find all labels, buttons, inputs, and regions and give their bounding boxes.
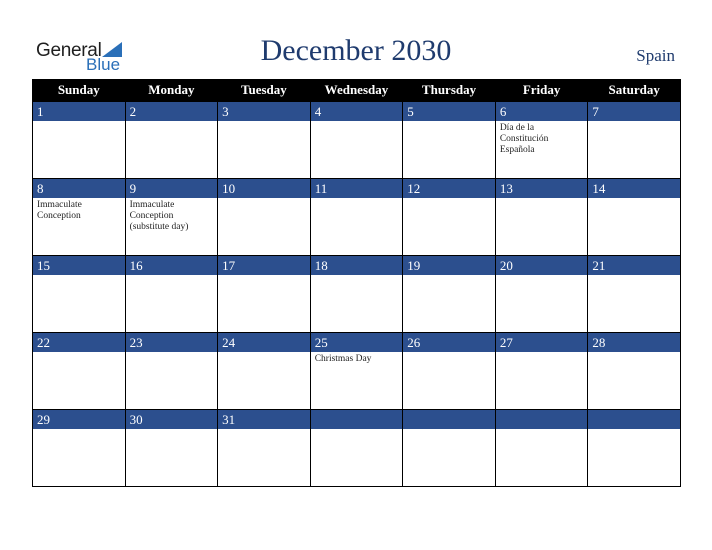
holiday-label xyxy=(311,121,403,123)
holiday-label xyxy=(403,429,495,431)
holiday-label xyxy=(218,275,310,277)
day-number: 15 xyxy=(33,256,125,275)
holiday-label: Immaculate Conception xyxy=(37,200,82,221)
holiday-label xyxy=(496,275,588,277)
day-cell xyxy=(495,256,588,333)
weekday-header: Tuesday xyxy=(218,79,311,102)
holiday-label xyxy=(403,198,495,200)
day-number: 17 xyxy=(218,256,310,275)
day-cell xyxy=(218,410,311,487)
day-number: 5 xyxy=(403,102,495,121)
day-number xyxy=(311,410,403,429)
holiday-label xyxy=(218,429,310,431)
holiday-label xyxy=(403,275,495,277)
day-number: 1 xyxy=(33,102,125,121)
calendar-body xyxy=(33,102,681,487)
holiday-label xyxy=(126,352,218,354)
day-cell xyxy=(495,179,588,256)
day-number: 22 xyxy=(33,333,125,352)
day-number: 6 xyxy=(496,102,588,121)
day-cell xyxy=(218,256,311,333)
day-cell xyxy=(403,102,496,179)
holiday-label xyxy=(496,429,588,431)
day-cell xyxy=(33,333,126,410)
day-number: 4 xyxy=(311,102,403,121)
day-number: 11 xyxy=(311,179,403,198)
logo-blue-text: Blue xyxy=(86,55,121,74)
holiday-label xyxy=(311,429,403,431)
holiday-label xyxy=(33,429,125,431)
holiday-label xyxy=(126,121,218,123)
day-number: 13 xyxy=(496,179,588,198)
calendar-grid xyxy=(32,79,681,487)
weekday-header: Monday xyxy=(125,79,218,102)
day-number: 25 xyxy=(311,333,403,352)
day-cell xyxy=(218,179,311,256)
calendar-week-row xyxy=(33,410,681,487)
day-cell xyxy=(495,410,588,487)
day-cell xyxy=(125,102,218,179)
day-number: 27 xyxy=(496,333,588,352)
holiday-label: Christmas Day xyxy=(314,354,372,364)
day-number xyxy=(588,410,680,429)
holiday-label xyxy=(588,198,680,200)
calendar-week-row xyxy=(33,256,681,333)
day-cell xyxy=(218,333,311,410)
day-cell xyxy=(33,410,126,487)
day-number: 3 xyxy=(218,102,310,121)
day-number: 14 xyxy=(588,179,680,198)
day-cell xyxy=(125,410,218,487)
holiday-label xyxy=(588,121,680,123)
day-number: 9 xyxy=(126,179,218,198)
holiday-label xyxy=(588,352,680,354)
day-cell xyxy=(125,333,218,410)
day-cell xyxy=(588,179,681,256)
day-cell xyxy=(588,410,681,487)
day-cell xyxy=(310,333,403,410)
day-number: 28 xyxy=(588,333,680,352)
day-cell xyxy=(33,102,126,179)
day-number: 19 xyxy=(403,256,495,275)
day-number: 29 xyxy=(33,410,125,429)
day-cell xyxy=(495,333,588,410)
day-cell xyxy=(33,179,126,256)
day-cell xyxy=(125,256,218,333)
holiday-label xyxy=(218,121,310,123)
day-cell xyxy=(310,410,403,487)
holiday-label xyxy=(218,198,310,200)
holiday-label xyxy=(311,275,403,277)
day-number: 8 xyxy=(33,179,125,198)
weekday-header: Saturday xyxy=(588,79,681,102)
weekday-header: Sunday xyxy=(33,79,126,102)
holiday-label xyxy=(126,429,218,431)
day-cell xyxy=(588,102,681,179)
holiday-label xyxy=(588,275,680,277)
holiday-label: Immaculate Conception (substitute day) xyxy=(129,200,189,232)
day-number: 2 xyxy=(126,102,218,121)
day-cell xyxy=(588,256,681,333)
day-number: 31 xyxy=(218,410,310,429)
calendar-week-row xyxy=(33,333,681,410)
day-number: 24 xyxy=(218,333,310,352)
day-number: 23 xyxy=(126,333,218,352)
holiday-label xyxy=(311,198,403,200)
day-cell xyxy=(403,256,496,333)
day-number: 16 xyxy=(126,256,218,275)
day-cell xyxy=(403,333,496,410)
holiday-label xyxy=(588,429,680,431)
calendar-week-row xyxy=(33,179,681,256)
logo-general-text: General xyxy=(36,40,102,61)
day-cell xyxy=(588,333,681,410)
day-cell xyxy=(495,102,588,179)
weekday-header: Wednesday xyxy=(310,79,403,102)
day-cell xyxy=(310,256,403,333)
page-title: December 2030 xyxy=(260,34,452,67)
day-number: 18 xyxy=(311,256,403,275)
holiday-label: Día de la Constitución Española xyxy=(499,123,549,155)
holiday-label xyxy=(126,275,218,277)
holiday-label xyxy=(496,198,588,200)
weekday-header-row xyxy=(33,79,681,102)
day-number: 26 xyxy=(403,333,495,352)
holiday-label xyxy=(33,121,125,123)
day-number xyxy=(496,410,588,429)
holiday-label xyxy=(403,352,495,354)
day-cell xyxy=(125,179,218,256)
day-cell xyxy=(403,410,496,487)
holiday-label xyxy=(403,121,495,123)
weekday-header: Friday xyxy=(495,79,588,102)
day-cell xyxy=(403,179,496,256)
calendar-week-row xyxy=(33,102,681,179)
day-number xyxy=(403,410,495,429)
day-cell xyxy=(310,102,403,179)
day-cell xyxy=(218,102,311,179)
holiday-label xyxy=(33,275,125,277)
day-number: 21 xyxy=(588,256,680,275)
day-number: 10 xyxy=(218,179,310,198)
holiday-label xyxy=(218,352,310,354)
holiday-label xyxy=(33,352,125,354)
day-number: 30 xyxy=(126,410,218,429)
country-label: Spain xyxy=(636,46,675,65)
holiday-label xyxy=(496,352,588,354)
day-cell xyxy=(310,179,403,256)
day-cell xyxy=(33,256,126,333)
day-number: 7 xyxy=(588,102,680,121)
day-number: 12 xyxy=(403,179,495,198)
weekday-header: Thursday xyxy=(403,79,496,102)
day-number: 20 xyxy=(496,256,588,275)
